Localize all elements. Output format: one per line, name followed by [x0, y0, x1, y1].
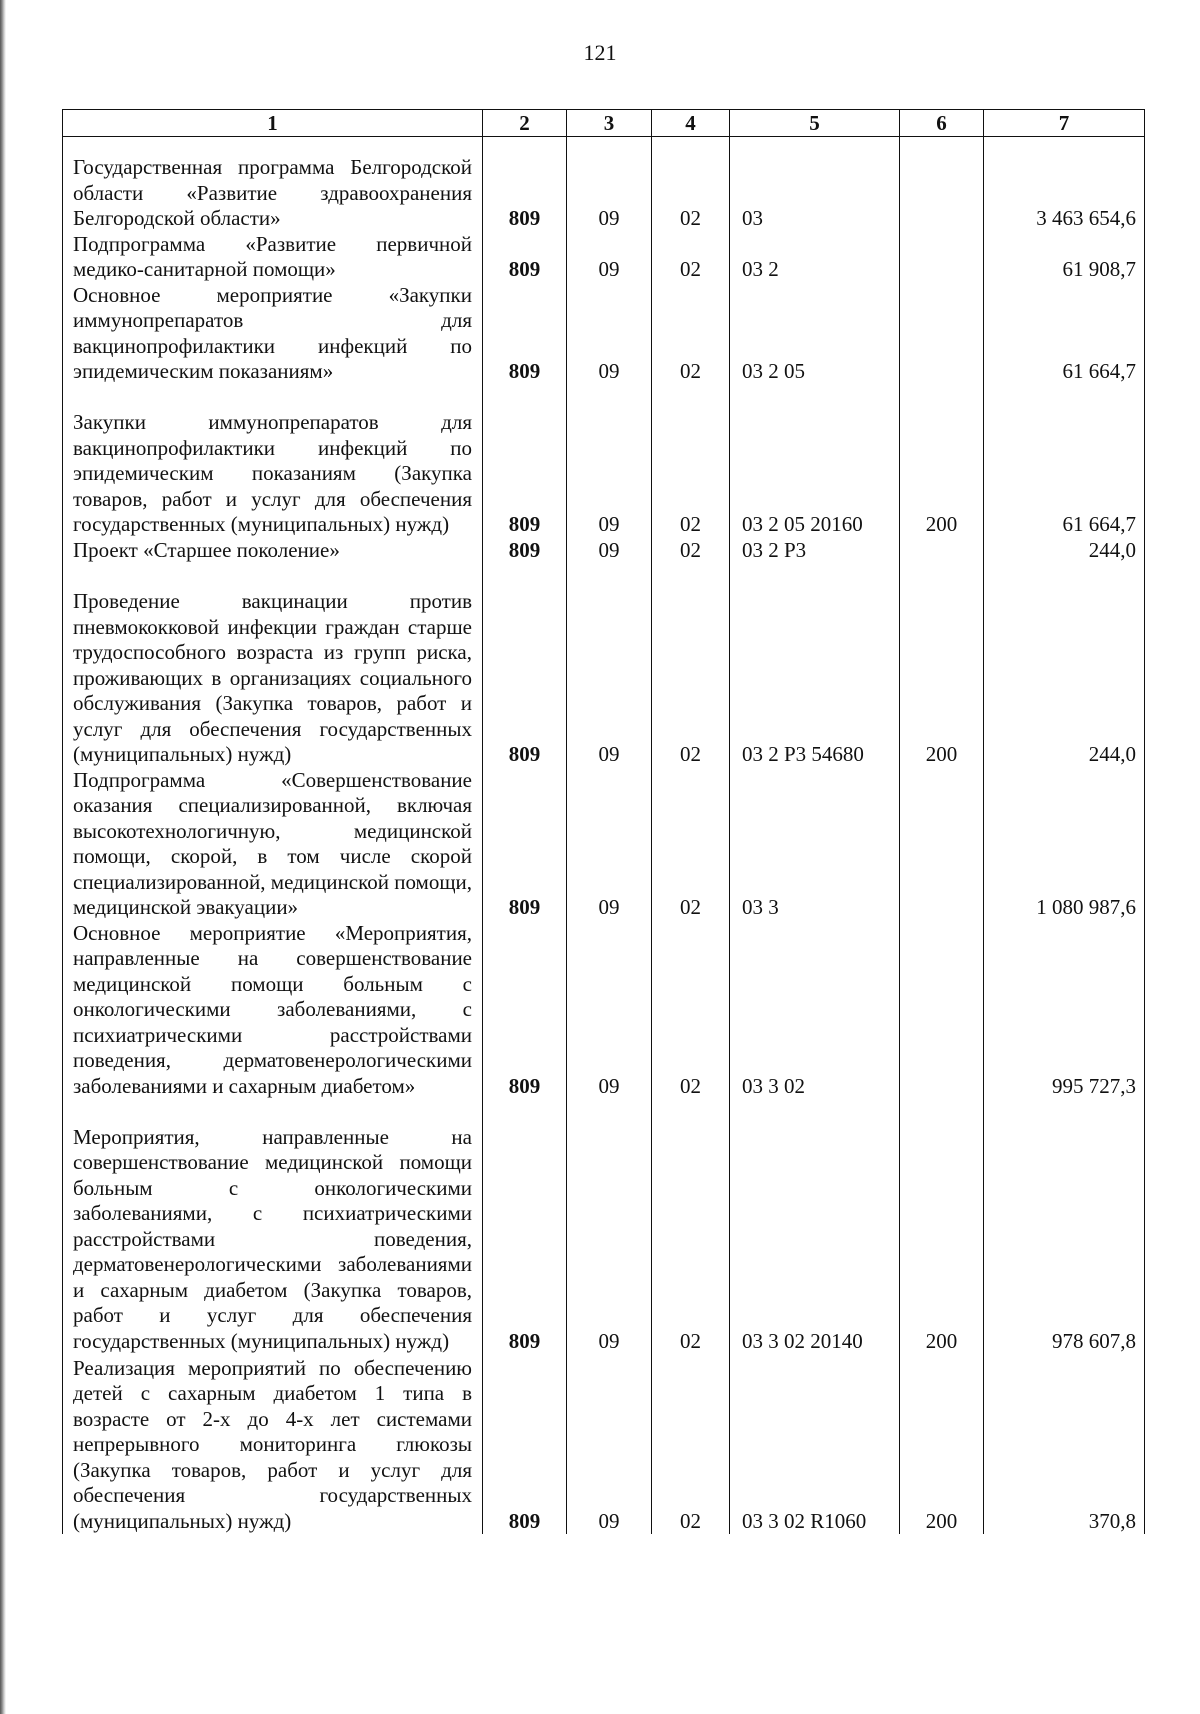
row-pr: 02: [652, 768, 730, 921]
row-vr: [900, 921, 984, 1100]
row-csr: 03 2 05: [730, 283, 900, 385]
row-pr: 02: [652, 283, 730, 385]
row-name: Мероприятия, направленные на совершенствование медицинской помощи больным с онкологическими заболеваниями, с психиатрическими расстройствами поведения, дерматовенерологическими заболеваниями и сахарным диабетом (Закупка товаров, работ и услуг для обеспечения государственных (муниципальных) нужд): [63, 1099, 483, 1354]
row-grbs: 809: [483, 1354, 567, 1534]
row-grbs: 809: [483, 921, 567, 1100]
row-vr: [900, 538, 984, 564]
column-header: 2: [483, 110, 567, 137]
row-vr: [900, 768, 984, 921]
row-sum: 995 727,3: [984, 921, 1145, 1100]
row-vr: 200: [900, 385, 984, 538]
row-csr: 03 3: [730, 768, 900, 921]
table-row: [63, 538, 1145, 564]
row-pr: 02: [652, 564, 730, 768]
row-csr: 03 2 P3 54680: [730, 564, 900, 768]
row-rz: 09: [567, 564, 652, 768]
row-name: Основное мероприятие «Мероприятия, направленные на совершенствование медицинской помощи больным с онкологическими заболеваниями, с психиатрическими расстройствами поведения, дерматовенерологическими заболеваниями и сахарным диабетом»: [63, 921, 483, 1100]
row-csr: 03 2: [730, 232, 900, 283]
column-header: 6: [900, 110, 984, 137]
row-rz: 09: [567, 768, 652, 921]
row-csr: 03 3 02: [730, 921, 900, 1100]
row-sum: 61 664,7: [984, 385, 1145, 538]
row-vr: [900, 137, 984, 232]
row-grbs: 809: [483, 538, 567, 564]
row-pr: 02: [652, 385, 730, 538]
row-vr: 200: [900, 1099, 984, 1354]
column-header: 5: [730, 110, 900, 137]
row-pr: 02: [652, 921, 730, 1100]
row-sum: 978 607,8: [984, 1099, 1145, 1354]
row-grbs: 809: [483, 564, 567, 768]
row-rz: 09: [567, 921, 652, 1100]
table-row: [63, 768, 1145, 921]
row-csr: 03 2 P3: [730, 538, 900, 564]
row-sum: 61 664,7: [984, 283, 1145, 385]
table-row: [63, 385, 1145, 538]
row-rz: 09: [567, 385, 652, 538]
column-header: 4: [652, 110, 730, 137]
row-sum: 3 463 654,6: [984, 137, 1145, 232]
row-vr: 200: [900, 1354, 984, 1534]
row-rz: 09: [567, 283, 652, 385]
row-grbs: 809: [483, 385, 567, 538]
row-sum: 244,0: [984, 564, 1145, 768]
column-header: 7: [984, 110, 1145, 137]
row-vr: 200: [900, 564, 984, 768]
row-pr: 02: [652, 1354, 730, 1534]
table-row: [63, 283, 1145, 385]
row-rz: 09: [567, 538, 652, 564]
row-pr: 02: [652, 538, 730, 564]
table-row: [63, 921, 1145, 1100]
row-csr: 03: [730, 137, 900, 232]
row-grbs: 809: [483, 768, 567, 921]
row-rz: 09: [567, 137, 652, 232]
row-rz: 09: [567, 1099, 652, 1354]
row-name: Закупки иммунопрепаратов для вакцинопрофилактики инфекций по эпидемическим показаниям (Закупка товаров, работ и услуг для обеспечения государственных (муниципальных) нужд): [63, 385, 483, 538]
row-sum: 370,8: [984, 1354, 1145, 1534]
table-row: [63, 137, 1145, 232]
row-vr: [900, 283, 984, 385]
column-header: 1: [63, 110, 483, 137]
table-row: [63, 564, 1145, 768]
row-grbs: 809: [483, 283, 567, 385]
budget-table: [62, 109, 1145, 1534]
row-csr: 03 3 02 R1060: [730, 1354, 900, 1534]
row-name: Проект «Старшее поколение»: [63, 538, 483, 564]
row-rz: 09: [567, 232, 652, 283]
row-sum: 244,0: [984, 538, 1145, 564]
row-grbs: 809: [483, 1099, 567, 1354]
table-row: [63, 232, 1145, 283]
row-grbs: 809: [483, 137, 567, 232]
row-pr: 02: [652, 137, 730, 232]
row-name: Основное мероприятие «Закупки иммунопрепаратов для вакцинопрофилактики инфекций по эпидемическим показаниям»: [63, 283, 483, 385]
row-pr: 02: [652, 1099, 730, 1354]
row-name: Государственная программа Белгородской области «Развитие здравоохранения Белгородской области»: [63, 137, 483, 232]
row-sum: 1 080 987,6: [984, 768, 1145, 921]
column-header: 3: [567, 110, 652, 137]
table-row: [63, 1354, 1145, 1534]
row-pr: 02: [652, 232, 730, 283]
row-name: Реализация мероприятий по обеспечению детей с сахарным диабетом 1 типа в возрасте от 2-х до 4-х лет системами непрерывного мониторинга глюкозы (Закупка товаров, работ и услуг для обеспечения государственных (муниципальных) нужд): [63, 1354, 483, 1534]
row-rz: 09: [567, 1354, 652, 1534]
table-header-row: [63, 110, 1145, 137]
scan-edge: [0, 0, 6, 1714]
row-name: Подпрограмма «Совершенствование оказания специализированной, включая высокотехнологичную, медицинской помощи, скорой, в том числе скорой специализированной, медицинской помощи, медицинской эвакуации»: [63, 768, 483, 921]
row-name: Подпрограмма «Развитие первичной медико-санитарной помощи»: [63, 232, 483, 283]
row-csr: 03 3 02 20140: [730, 1099, 900, 1354]
row-grbs: 809: [483, 232, 567, 283]
row-csr: 03 2 05 20160: [730, 385, 900, 538]
page-number: 121: [583, 40, 617, 65]
row-sum: 61 908,7: [984, 232, 1145, 283]
row-name: Проведение вакцинации против пневмококковой инфекции граждан старше трудоспособного возраста из групп риска, проживающих в организациях социального обслуживания (Закупка товаров, работ и услуг для обеспечения государственных (муниципальных) нужд): [63, 564, 483, 768]
table-row: [63, 1099, 1145, 1354]
row-vr: [900, 232, 984, 283]
